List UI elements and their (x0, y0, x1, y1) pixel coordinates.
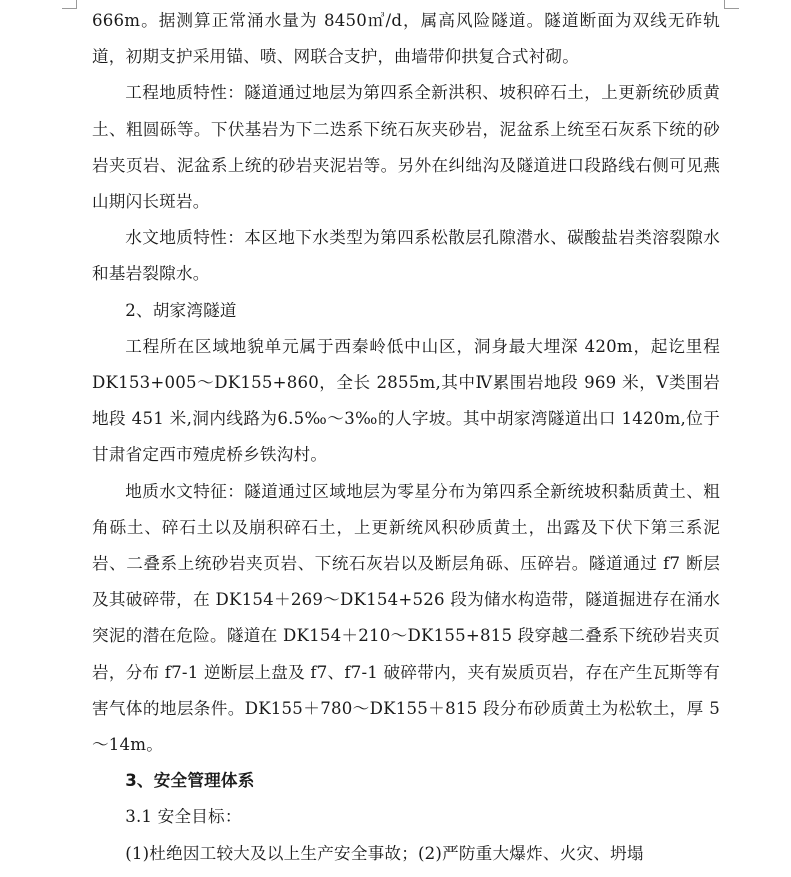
page-corner-mark-right (724, 0, 739, 9)
paragraph-safety-goal-items: (1)杜绝因工较大及以上生产安全事故；(2)严防重大爆炸、火灾、坍塌 (125, 843, 644, 863)
paragraph-hydrogeology: 水文地质特性：本区地下水类型为第四系松散层孔隙潜水、碳酸盐岩类溶裂隙水和基岩裂隙水。 (92, 228, 720, 284)
paragraph-engineering-geology: 工程地质特性：隧道通过地层为第四系全新洪积、坡积碎石土，上更新统砂质黄土、粗圆砾等。下伏基岩为下二迭系下统石灰夹砂岩，泥盆系上统至石灰系下统的砂岩夹页岩、泥盆系上统的砂岩夹泥岩等。另外在纠绌沟及隧道进口段路线右侧可见燕山期闪长斑岩。 (92, 83, 720, 212)
paragraph-hujiawan-overview: 工程所在区域地貌单元属于西秦岭低中山区，洞身最大埋深 420m，起讫里程 DK153+005～DK155+860，全长 2855m,其中Ⅳ累围岩地段 969 米，Ⅴ类围岩地段 451 米,洞内线路为6.5‰～3‰的人字坡。其中胡家湾隧道出口 1420m,位于甘肃省定西市殪虎桥乡铁沟村。 (92, 336, 720, 465)
paragraph-geology-hydrology: 地质水文特征：隧道通过区域地层为零星分布为第四系全新统坡积黏质黄土、粗角砾土、碎石土以及崩积碎石土，上更新统风积砂质黄土，出露及下伏下第三系泥岩、二叠系上统砂岩夹页岩、下统石灰岩以及断层角砾、压碎岩。隧道通过 f7 断层及其破碎带，在 DK154＋269～DK154+526 段为储水构造带，隧道掘进存在涌水突泥的潜在危险。隧道在 DK154＋210～DK155+815 段穿越二叠系下统砂岩夹页岩，分布 f7-1 逆断层上盘及 f7、f7-1 破碎带内，夹有炭质页岩，存在产生瓦斯等有害气体的地层条件。DK155＋780～DK155＋815 段分布砂质黄土为松软土，厚 5～14m。 (92, 481, 720, 755)
document-body (92, 3, 720, 872)
section-heading-safety-goal: 3.1 安全目标： (125, 807, 242, 827)
paragraph-intro-tail: 666m。据测算正常涌水量为 8450㎥/d，属高风险隧道。隧道断面为双线无砟轨道，初期支护采用锚、喷、网联合支护，曲墙带仰拱复合式衬砌。 (92, 11, 720, 67)
section-heading-hujiawan-tunnel: 2、胡家湾隧道 (125, 300, 237, 320)
page-corner-mark-left (62, 0, 77, 9)
section-heading-safety-system: 3、安全管理体系 (125, 771, 255, 791)
